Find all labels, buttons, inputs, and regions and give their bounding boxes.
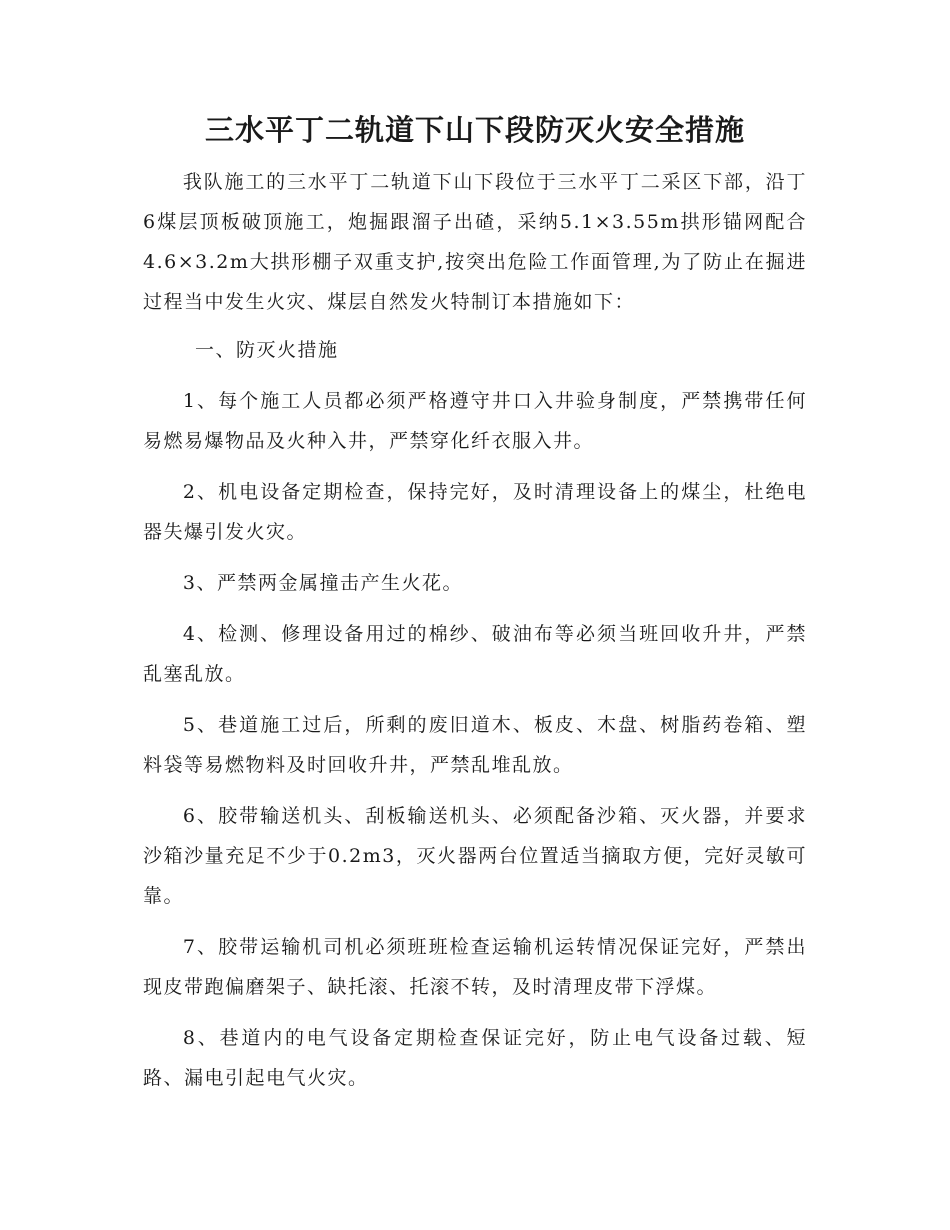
measure-item-3: 3、严禁两金属撞击产生火花。 [182,572,463,594]
intro-paragraph: 我队施工的三水平丁二轨道下山下段位于三水平丁二采区下部，沿丁6煤层顶板破顶施工，炮掘跟溜子出碴，采纳5.1×3.55m拱形锚网配合4.6×3.2m大拱形棚子双重支护,按突出危险工作面管理,为了防止在掘进过程当中发生火灾、煤层自然发火特制订本措施如下： [143,171,807,313]
measure-item-6: 6、胶带输送机头、刮板输送机头、必须配备沙箱、灭火器，并要求沙箱沙量充足不少于0.2m3，灭火器两台位置适当摘取方便，完好灵敏可靠。 [143,805,807,907]
measure-item-5: 5、巷道施工过后，所剩的废旧道木、板皮、木盘、树脂药卷箱、塑料袋等易燃物料及时回收升井，严禁乱堆乱放。 [143,714,807,776]
measure-item-4: 4、检测、修理设备用过的棉纱、破油布等必须当班回收升井，严禁乱塞乱放。 [143,623,807,685]
document-body [143,162,807,1109]
measure-item-7: 7、胶带运输机司机必须班班检查运输机运转情况保证完好，严禁出现皮带跑偏磨架子、缺托滚、托滚不转，及时清理皮带下浮煤。 [143,936,807,998]
document-title: 三水平丁二轨道下山下段防灭火安全措施 [204,113,745,147]
section-heading: 一、防灭火措施 [195,339,339,361]
measure-item-8: 8、巷道内的电气设备定期检查保证完好，防止电气设备过载、短路、漏电引起电气火灾。 [143,1027,807,1089]
measure-item-1: 1、每个施工人员都必须严格遵守井口入井验身制度，严禁携带任何易燃易爆物品及火种入井，严禁穿化纤衣服入井。 [143,390,807,452]
measure-item-2: 2、机电设备定期检查，保持完好，及时清理设备上的煤尘，杜绝电器失爆引发火灾。 [143,481,807,543]
